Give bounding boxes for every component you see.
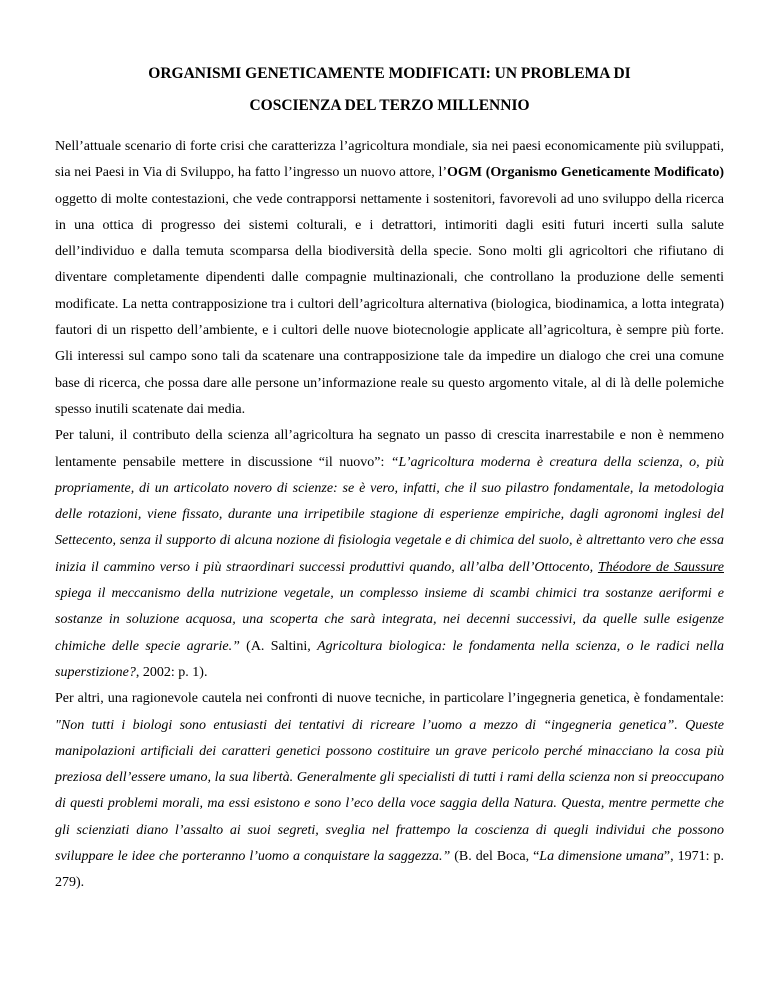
delboca-citation-1: (B. del Boca, “: [450, 849, 540, 865]
title-line-2: COSCIENZA DEL TERZO MILLENNIO: [249, 97, 530, 114]
delboca-quote: "Non tutti i biologi sono entusiasti dei tentativi di ricreare l’uomo a mezzo di “ingegneria genetica”. Queste manipolazioni artificiali dei caratteri genetici possono costituire un grave pericolo perché minacciano la cosa più preziosa dell’essere umano, la sua libertà. Generalmente gli specialisti di tutti i rami della scienza non si preoccupano di questi problemi morali, ma essi esistono e sono l’eco della voce saggia della Natura. Questa, mentre permette che gli scienziati diano l’assalto ai suoi segreti, sveglia nel frattempo la coscienza di quegli individui che possono sviluppare le idee che porteranno l’uomo a conquistare la saggezza.”: [55, 717, 724, 865]
saussure-name: Théodore de Saussure: [597, 559, 724, 575]
paragraph-delboca-quote: [55, 686, 724, 896]
saltini-intro: Per taluni, il contributo della scienza all’agricoltura ha segnato un passo di crescita inarrestabile e non è nemmeno lentamente pensabile mettere in discussione “il nuovo”:: [55, 428, 724, 470]
paragraph-saltini-quote: [55, 423, 724, 686]
intro-text-1: Nell’attuale scenario di forte crisi che caratterizza l’agricoltura mondiale, sia nei paesi economicamente più sviluppati, sia nei Paesi in Via di Sviluppo, ha fatto l’ingresso un nuovo attore, l’: [55, 139, 724, 181]
saltini-quote-1: “L’agricoltura moderna è creatura della scienza, o, più propriamente, di un articolato novero di scienze: se è vero, infatti, che il suo pilastro fondamentale, la metodologia delle rotazioni, viene fissato, durante una irripetibile stagione di esperienze empiriche, dagli agronomi inglesi del Settecento, senza il supporto di alcuna nozione di fisiologia vegetale e di chimica del suolo, è altrettanto vero che essa inizia il cammino verso i più straordinari successi produttivi quando, all’alba dell’Ottocento,: [55, 454, 724, 575]
delboca-book-title: La dimensione umana: [539, 849, 664, 865]
saltini-quote-2: spiega il meccanismo della nutrizione vegetale, un complesso insieme di scambi chimici tra sostanze aeriformi e sostanze in soluzione acquosa, una scoperta che sarà integrata, nei decenni successivi, da quelle sulle esigenze chimiche delle specie agrarie.”: [55, 586, 724, 654]
intro-text-2: oggetto di molte contestazioni, che vede contrapporsi nettamente i sostenitori, favorevoli ad uno sviluppo della ricerca in una ottica di progresso dei sistemi colturali, e i detrattori, intimoriti dagli esiti futuri incerti sulla salute dell’individuo e dalla temuta scomparsa della biodiversità della specie. Sono molti gli agricoltori che rifiutano di diventare completamente dipendenti dalle compagnie multinazionali, che controllano la produzione delle sementi modificate. La netta contrapposizione tra i cultori dell’agricoltura alternativa (biologica, biodinamica, a lotta integrata) fautori di un rispetto dell’ambiente, e i cultori delle nuove biotecnologie applicate all’agricoltura, è sempre più forte. Gli interessi sul campo sono tali da scatenare una contrapposizione tale da impedire un dialogo che crei una comune base di ricerca, che possa dare alle persone un’informazione reale su questo argomento vitale, al di là delle polemiche spesso inutili scatenate dai media.: [55, 191, 724, 417]
saltini-book-title: Agricoltura biologica: le fondamenta nella scienza, o le radici nella superstizione?: [55, 638, 724, 680]
title-line-1: ORGANISMI GENETICAMENTE MODIFICATI: UN PROBLEMA DI: [148, 65, 631, 82]
document-title: [55, 58, 724, 122]
ogm-definition: OGM (Organismo Geneticamente Modificato): [447, 165, 724, 181]
delboca-intro: Per altri, una ragionevole cautela nei confronti di nuove tecniche, in particolare l’ingegneria genetica, è fondamentale:: [55, 691, 724, 707]
saltini-citation-1: (A. Saltini,: [239, 638, 318, 654]
delboca-citation-2: ”, 1971: p. 279).: [55, 849, 724, 891]
saltini-citation-2: , 2002: p. 1).: [135, 664, 208, 680]
paragraph-intro: [55, 134, 724, 423]
